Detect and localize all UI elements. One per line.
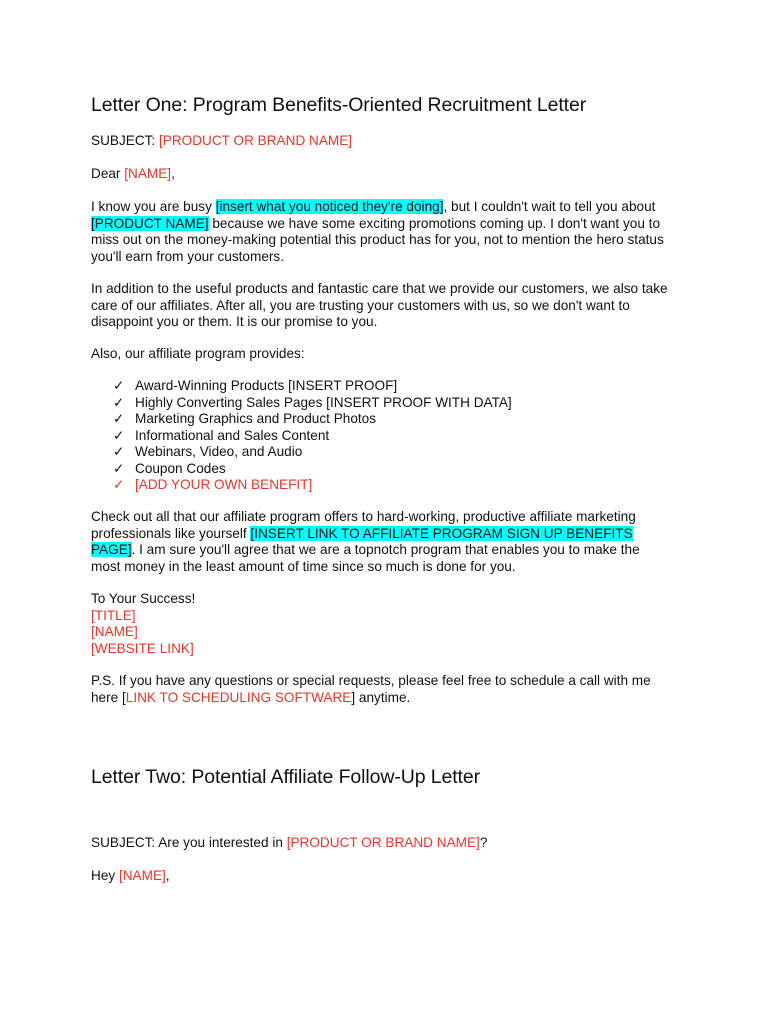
checkmark-icon: ✓ (113, 477, 125, 492)
signature-name: [NAME] (91, 624, 138, 639)
letter-one-postscript: P.S. If you have any questions or special requests, please feel free to schedule a call with me here [LINK TO SCHEDULING SOFTWARE] anytime. (91, 673, 651, 705)
list-item: ✓ Webinars, Video, and Audio (113, 444, 303, 459)
letter-one-subject: SUBJECT: [PRODUCT OR BRAND NAME] (91, 133, 353, 148)
subject-placeholder: [PRODUCT OR BRAND NAME] (158, 133, 353, 148)
letter-one-paragraph-intro: I know you are busy [insert what you noticed they're doing], but I couldn't wait to tell you about [PRODUCT NAME] because we have some exciting promotions coming up. I don't want you to miss out on the money-making potential this product has for you, not to mention the hero status you'll earn from your customers. (91, 199, 664, 264)
highlight-placeholder-product-name: [PRODUCT NAME] (91, 215, 209, 231)
name-placeholder: [NAME] (124, 166, 172, 181)
closing-line: To Your Success! (91, 591, 196, 606)
highlight-placeholder-noticed: [insert what you noticed they're doing] (215, 199, 444, 214)
list-item: ✓ Coupon Codes (113, 460, 226, 476)
letter-two-salutation: Hey [NAME], (91, 868, 170, 883)
checkmark-icon: ✓ (113, 378, 125, 393)
checkmark-icon: ✓ (113, 427, 125, 443)
letter-one-paragraph-check-out: Check out all that our affiliate program offers to hard-working, productive affiliate marketing professionals like yourself [INSERT LINK TO AFFILIATE PROGRAM SIGN UP BENEFITS PAGE]. I am sure you'll agree that we are a topnotch program that enables you to make the most money in the least amount of time since so much is done for you. (91, 509, 640, 574)
letter-one-paragraph-provides: Also, our affiliate program provides: (91, 346, 305, 361)
name-placeholder: [NAME] (118, 868, 166, 883)
subject-placeholder: [PRODUCT OR BRAND NAME] (286, 835, 480, 850)
benefits-list (113, 378, 512, 494)
letter-one-salutation: Dear [NAME], (91, 166, 175, 181)
highlight-placeholder-signup-link-end: PAGE] (91, 542, 132, 557)
checkmark-icon: ✓ (113, 394, 125, 410)
list-item: ✓ Award-Winning Products [INSERT PROOF] (113, 378, 398, 393)
list-item: ✓ Informational and Sales Content (113, 427, 330, 443)
letter-two-subject: SUBJECT: Are you interested in [PRODUCT OR BRAND NAME]? (91, 835, 488, 850)
letter-two-heading: Letter Two: Potential Affiliate Follow-Up Letter (91, 766, 481, 788)
checkmark-icon: ✓ (113, 460, 125, 476)
list-item: ✓ Highly Converting Sales Pages [INSERT PROOF WITH DATA] (113, 394, 512, 410)
letter-one-signature (91, 591, 195, 657)
highlight-placeholder-signup-link: [INSERT LINK TO AFFILIATE PROGRAM SIGN UP BENEFITS (250, 525, 633, 541)
scheduling-link-placeholder: LINK TO SCHEDULING SOFTWARE (125, 689, 352, 705)
signature-title: [TITLE] (91, 607, 136, 623)
list-item: ✓ [ADD YOUR OWN BENEFIT] (113, 477, 313, 492)
checkmark-icon: ✓ (113, 444, 125, 459)
letter-one-heading: Letter One: Program Benefits-Oriented Recruitment Letter (91, 94, 587, 116)
list-item: ✓ Marketing Graphics and Product Photos (113, 411, 377, 426)
signature-website: [WEBSITE LINK] (91, 640, 194, 656)
letter-one-paragraph-care: In addition to the useful products and fantastic care that we provide our customers, we also take care of our affiliates. After all, you are trusting your customers with us, so we don't want to disappoint you or them. It is our promise to you. (91, 281, 668, 329)
checkmark-icon: ✓ (113, 411, 125, 426)
